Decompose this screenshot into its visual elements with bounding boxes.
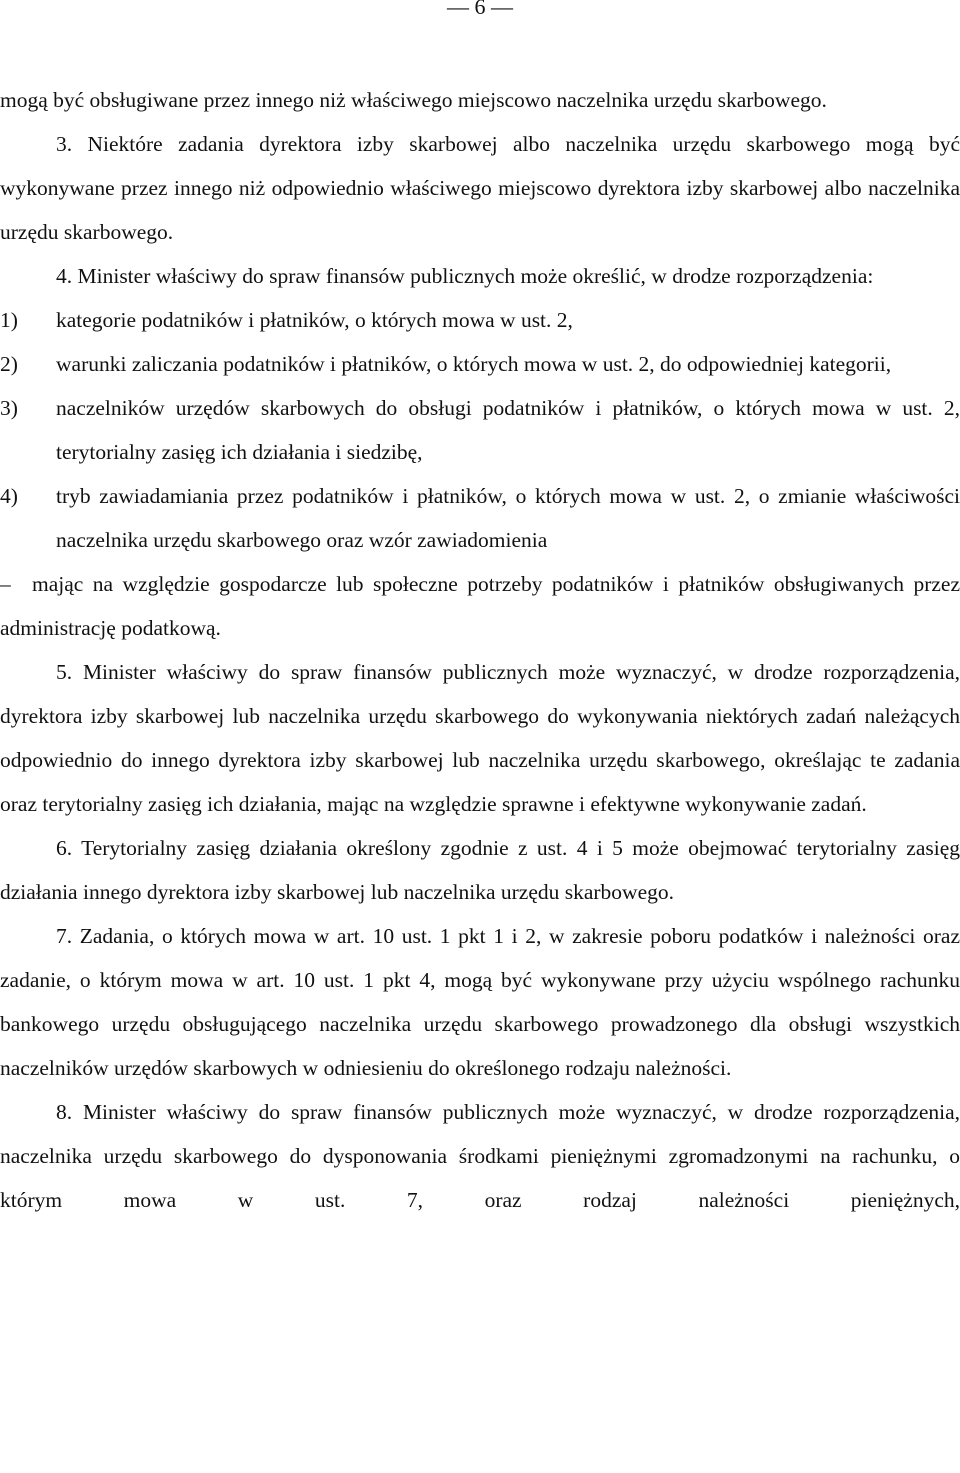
paragraph-continuation: mogą być obsługiwane przez innego niż właściwego miejscowo naczelnika urzędu skarbowego. <box>0 88 827 112</box>
document-body <box>0 78 960 1222</box>
list-item <box>0 474 960 562</box>
list-item-text: kategorie podatników i płatników, o których mowa w ust. 2, <box>56 308 573 332</box>
closing-dash-paragraph <box>0 562 960 650</box>
paragraph-3: 3. Niektóre zadania dyrektora izby skarbowej albo naczelnika urzędu skarbowego mogą być wykonywane przez innego niż odpowiednio właściwego miejscowo dyrektora izby skarbowej albo naczelnika urzędu skarbowego. <box>0 132 960 244</box>
list-item-text: warunki zaliczania podatników i płatników, o których mowa w ust. 2, do odpowiedniej kategorii, <box>56 352 892 376</box>
list-item-number: 1) <box>0 308 18 332</box>
paragraph-7: 7. Zadania, o których mowa w art. 10 ust. 1 pkt 1 i 2, w zakresie poboru podatków i należności oraz zadanie, o którym mowa w art. 10 ust. 1 pkt 4, mogą być wykonywane przy użyciu wspólnego rachunku bankowego urzędu obsługującego naczelnika urzędu skarbowego prowadzonego dla obsługi wszystkich naczelników urzędów skarbowych w odniesieniu do określonego rodzaju należności. <box>0 924 960 1080</box>
list-item-text: naczelników urzędów skarbowych do obsługi podatników i płatników, o których mowa w ust. 2, terytorialny zasięg ich działania i siedzibę, <box>56 396 960 464</box>
page-number: — 6 — <box>447 0 513 19</box>
list-item-number: 4) <box>0 484 18 508</box>
list-item <box>0 386 960 474</box>
list-item <box>0 298 960 342</box>
dash-marker: – <box>0 572 11 596</box>
closing-dash-text: mając na względzie gospodarcze lub społeczne potrzeby podatników i płatników obsługiwanych przez administrację podatkową. <box>0 572 960 640</box>
list-item-number: 3) <box>0 396 18 420</box>
list-item-number: 2) <box>0 352 18 376</box>
list-item-text: tryb zawiadamiania przez podatników i płatników, o których mowa w ust. 2, o zmianie właściwości naczelnika urzędu skarbowego oraz wzór zawiadomienia <box>56 484 960 552</box>
paragraph-8: 8. Minister właściwy do spraw finansów publicznych może wyznaczyć, w drodze rozporządzenia, naczelnika urzędu skarbowego do dysponowania środkami pieniężnymi zgromadzonymi na rachunku, o którym mowa w ust. 7, oraz rodzaj należności pieniężnych, <box>0 1100 960 1212</box>
paragraph-4: 4. Minister właściwy do spraw finansów publicznych może określić, w drodze rozporządzenia: <box>56 264 874 288</box>
paragraph-6: 6. Terytorialny zasięg działania określony zgodnie z ust. 4 i 5 może obejmować terytorialny zasięg działania innego dyrektora izby skarbowej lub naczelnika urzędu skarbowego. <box>0 836 960 904</box>
list-item <box>0 342 960 386</box>
paragraph-5: 5. Minister właściwy do spraw finansów publicznych może wyznaczyć, w drodze rozporządzenia, dyrektora izby skarbowej lub naczelnika urzędu skarbowego do wykonywania niektórych zadań należących odpowiednio do innego dyrektora izby skarbowej lub naczelnika urzędu skarbowego, określając te zadania oraz terytorialny zasięg ich działania, mając na względzie sprawne i efektywne wykonywanie zadań. <box>0 660 960 816</box>
